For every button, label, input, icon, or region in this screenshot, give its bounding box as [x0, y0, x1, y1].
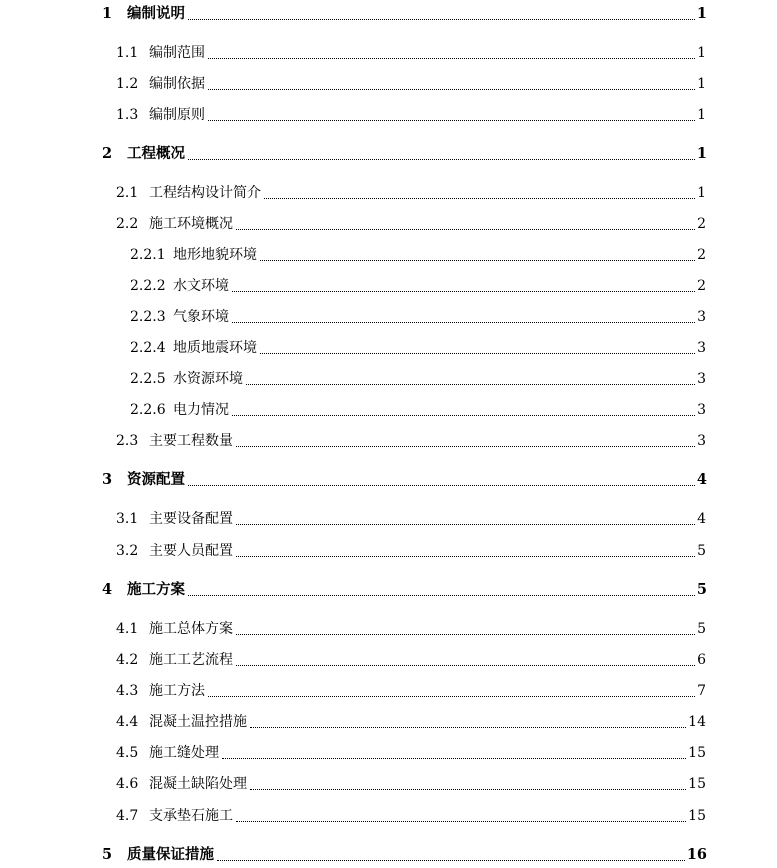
dot-leader: [236, 524, 695, 525]
toc-entry-number: 2.2.3: [130, 309, 166, 325]
toc-entry[interactable]: [130, 370, 706, 388]
toc-entry-number: 2.2.2: [130, 278, 166, 294]
toc-entry-number: 4.7: [116, 808, 139, 824]
dot-leader: [232, 291, 695, 292]
toc-entry-number: 4.1: [116, 621, 139, 637]
toc-entry-number: 3.1: [116, 511, 139, 527]
toc-entry[interactable]: [116, 775, 706, 793]
toc-entry-title: 资源配置: [127, 471, 185, 488]
dot-leader: [236, 665, 695, 666]
toc-entry[interactable]: [102, 581, 707, 599]
dot-leader: [208, 89, 695, 90]
toc-entry-number: 4: [102, 581, 113, 598]
toc-entry-number: 3.2: [116, 543, 139, 559]
dot-leader: [217, 860, 685, 861]
toc-entry[interactable]: [130, 339, 706, 357]
dot-leader: [188, 19, 695, 20]
toc-entry[interactable]: [116, 106, 706, 124]
toc-entry-page: 5: [697, 543, 706, 559]
toc-entry[interactable]: [116, 744, 706, 762]
dot-leader: [260, 260, 695, 261]
toc-entry[interactable]: [116, 215, 706, 233]
toc-entry[interactable]: [116, 713, 706, 731]
toc-entry[interactable]: [116, 620, 706, 638]
toc-entry-title: 地质地震环境: [173, 340, 257, 356]
dot-leader: [236, 446, 695, 447]
toc-entry-number: 2.2: [116, 216, 139, 232]
toc-entry-title: 地形地貌环境: [173, 247, 257, 263]
toc-entry-title: 主要人员配置: [149, 543, 233, 559]
toc-entry[interactable]: [116, 542, 706, 560]
toc-entry-page: 1: [696, 145, 707, 162]
toc-entry-number: 4.4: [116, 714, 139, 730]
toc-entry[interactable]: [116, 807, 706, 825]
toc-entry-title: 支承垫石施工: [149, 808, 233, 824]
toc-entry-number: 4.2: [116, 652, 139, 668]
toc-entry-title: 水文环境: [173, 278, 229, 294]
toc-entry[interactable]: [116, 682, 706, 700]
toc-entry-title: 施工总体方案: [149, 621, 233, 637]
toc-entry-number: 4.3: [116, 683, 139, 699]
toc-entry-title: 混凝土温控措施: [149, 714, 247, 730]
toc-entry-title: 气象环境: [173, 309, 229, 325]
dot-leader: [208, 58, 695, 59]
toc-entry[interactable]: [116, 184, 706, 202]
toc-entry-number: 2: [102, 145, 113, 162]
toc-entry-title: 编制依据: [149, 76, 205, 92]
toc-entry-title: 主要工程数量: [149, 433, 233, 449]
toc-entry[interactable]: [116, 75, 706, 93]
toc-entry[interactable]: [130, 277, 706, 295]
dot-leader: [188, 485, 695, 486]
toc-entry[interactable]: [102, 846, 707, 864]
toc-entry-page: 6: [697, 652, 706, 668]
toc-entry-page: 7: [697, 683, 706, 699]
toc-entry-page: 15: [688, 776, 706, 792]
toc-entry[interactable]: [116, 44, 706, 62]
toc-entry-page: 14: [688, 714, 706, 730]
toc-entry-page: 2: [697, 247, 706, 263]
toc-entry-number: 4.5: [116, 745, 139, 761]
toc-entry-number: 1: [102, 5, 113, 22]
toc-entry[interactable]: [102, 145, 707, 163]
dot-leader: [188, 159, 695, 160]
toc-entry-title: 编制原则: [149, 107, 205, 123]
toc-entry-number: 2.3: [116, 433, 139, 449]
toc-entry-number: 3: [102, 471, 113, 488]
dot-leader: [208, 696, 695, 697]
toc-entry-title: 编制范围: [149, 45, 205, 61]
toc-entry-page: 3: [697, 402, 706, 418]
dot-leader: [250, 789, 686, 790]
dot-leader: [232, 415, 695, 416]
dot-leader: [236, 634, 695, 635]
toc-entry-title: 水资源环境: [173, 371, 243, 387]
toc-entry-title: 编制说明: [127, 5, 185, 22]
dot-leader: [236, 821, 686, 822]
toc-entry-number: 2.2.6: [130, 402, 166, 418]
dot-leader: [208, 120, 695, 121]
toc-entry-number: 2.1: [116, 185, 139, 201]
toc-entry[interactable]: [102, 471, 707, 489]
toc-entry-page: 2: [697, 216, 706, 232]
toc-entry-page: 2: [697, 278, 706, 294]
toc-entry-page: 1: [697, 107, 706, 123]
toc-entry-page: 16: [686, 846, 707, 863]
toc-entry-title: 工程结构设计简介: [149, 185, 261, 201]
toc-entry-page: 1: [697, 185, 706, 201]
toc-entry-number: 4.6: [116, 776, 139, 792]
toc-entry-number: 2.2.1: [130, 247, 166, 263]
toc-entry-title: 主要设备配置: [149, 511, 233, 527]
toc-entry-number: 2.2.4: [130, 340, 166, 356]
toc-entry-title: 工程概况: [127, 145, 185, 162]
toc-entry-page: 1: [697, 76, 706, 92]
toc-entry[interactable]: [130, 401, 706, 419]
toc-entry[interactable]: [102, 5, 707, 23]
toc-entry[interactable]: [130, 246, 706, 264]
toc-entry[interactable]: [116, 510, 706, 528]
dot-leader: [236, 556, 695, 557]
dot-leader: [232, 322, 695, 323]
toc-entry-page: 15: [688, 745, 706, 761]
toc-entry-page: 15: [688, 808, 706, 824]
toc-entry-title: 施工环境概况: [149, 216, 233, 232]
toc-entry-number: 2.2.5: [130, 371, 166, 387]
toc-entry-page: 5: [697, 621, 706, 637]
toc-entry-page: 1: [696, 5, 707, 22]
toc-entry-page: 3: [697, 371, 706, 387]
toc-entry-number: 5: [102, 846, 113, 863]
toc-entry-number: 1.3: [116, 107, 139, 123]
dot-leader: [264, 198, 695, 199]
toc-entry-page: 5: [696, 581, 707, 598]
toc-entry-number: 1.2: [116, 76, 139, 92]
toc-entry-title: 质量保证措施: [127, 846, 214, 863]
toc-entry[interactable]: [116, 432, 706, 450]
toc-entry-title: 施工方法: [149, 683, 205, 699]
toc-entry-title: 施工缝处理: [149, 745, 219, 761]
dot-leader: [260, 353, 695, 354]
toc-entry-page: 3: [697, 340, 706, 356]
dot-leader: [188, 595, 695, 596]
toc-entry-title: 施工工艺流程: [149, 652, 233, 668]
dot-leader: [236, 229, 695, 230]
toc-entry-page: 4: [696, 471, 707, 488]
toc-entry-number: 1.1: [116, 45, 139, 61]
toc-entry-page: 1: [697, 45, 706, 61]
dot-leader: [246, 384, 695, 385]
dot-leader: [250, 727, 686, 728]
toc-entry[interactable]: [116, 651, 706, 669]
toc-entry-page: 3: [697, 433, 706, 449]
toc-entry[interactable]: [130, 308, 706, 326]
toc-entry-page: 4: [697, 511, 706, 527]
toc-entry-title: 混凝土缺陷处理: [149, 776, 247, 792]
toc-entry-page: 3: [697, 309, 706, 325]
toc-entry-title: 电力情况: [173, 402, 229, 418]
toc-entry-title: 施工方案: [127, 581, 185, 598]
dot-leader: [222, 758, 686, 759]
